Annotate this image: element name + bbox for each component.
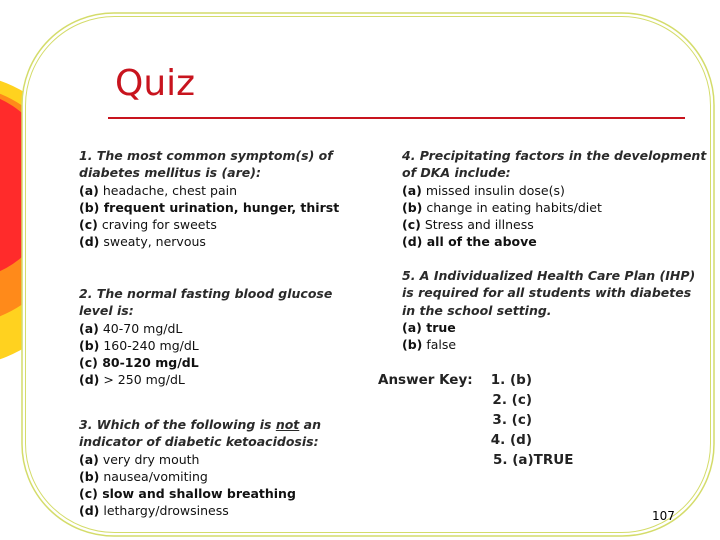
emphasis-not: not <box>275 417 300 432</box>
option-d: (d) lethargy/drowsiness <box>79 503 229 519</box>
answer-key-list <box>484 370 573 470</box>
option-a: (a) very dry mouth <box>79 451 200 467</box>
option-b: (b) nausea/vomiting <box>79 468 208 484</box>
option-a: (a) 40-70 mg/dL <box>79 320 183 336</box>
option-a: (a) missed insulin dose(s) <box>402 182 565 198</box>
option-c: (c) Stress and illness <box>402 217 534 233</box>
answer-key-label: Answer Key: <box>378 372 473 388</box>
option-c: (c) 80-120 mg/dL <box>79 355 199 371</box>
question-1-head: 1. The most common symptom(s) of diabetes mellitus is (are): <box>79 148 333 181</box>
option-a: (a) true <box>402 319 456 335</box>
option-b: (b) change in eating habits/diet <box>402 199 602 215</box>
page-title: Quiz <box>115 63 196 104</box>
option-b: (b) 160-240 mg/dL <box>79 337 199 353</box>
question-5 <box>402 267 695 353</box>
answer-item: 5. (a)TRUE <box>493 452 574 468</box>
option-a: (a) headache, chest pain <box>79 182 238 198</box>
option-c: (c) craving for sweets <box>79 217 217 233</box>
question-2 <box>79 285 332 389</box>
option-c: (c) slow and shallow breathing <box>79 486 296 502</box>
answer-item: 2. (c) <box>492 392 532 408</box>
title-underline <box>108 117 685 119</box>
option-d: (d) > 250 mg/dL <box>79 372 185 388</box>
option-d: (d) sweaty, nervous <box>79 234 206 250</box>
question-1 <box>79 147 339 251</box>
page-number: 107 <box>652 509 675 523</box>
option-b: (b) false <box>402 337 457 353</box>
question-2-head: 2. The normal fasting blood glucose level is: <box>79 286 333 319</box>
question-3-head: 3. Which of the following is not an indicator of diabetic ketoacidosis: <box>79 417 321 450</box>
question-5-head: 5. A Individualized Health Care Plan (IHP) is required for all students with diabetes in the school setting. <box>402 268 696 318</box>
answer-item: 1. (b) <box>490 372 532 388</box>
answer-item: 3. (c) <box>492 412 532 428</box>
question-4 <box>402 147 706 251</box>
option-b: (b) frequent urination, hunger, thirst <box>79 199 340 215</box>
question-4-head: 4. Precipitating factors in the development of DKA include: <box>402 148 707 181</box>
answer-item: 4. (d) <box>490 432 532 448</box>
question-3 <box>79 416 321 520</box>
option-d: (d) all of the above <box>402 234 537 250</box>
